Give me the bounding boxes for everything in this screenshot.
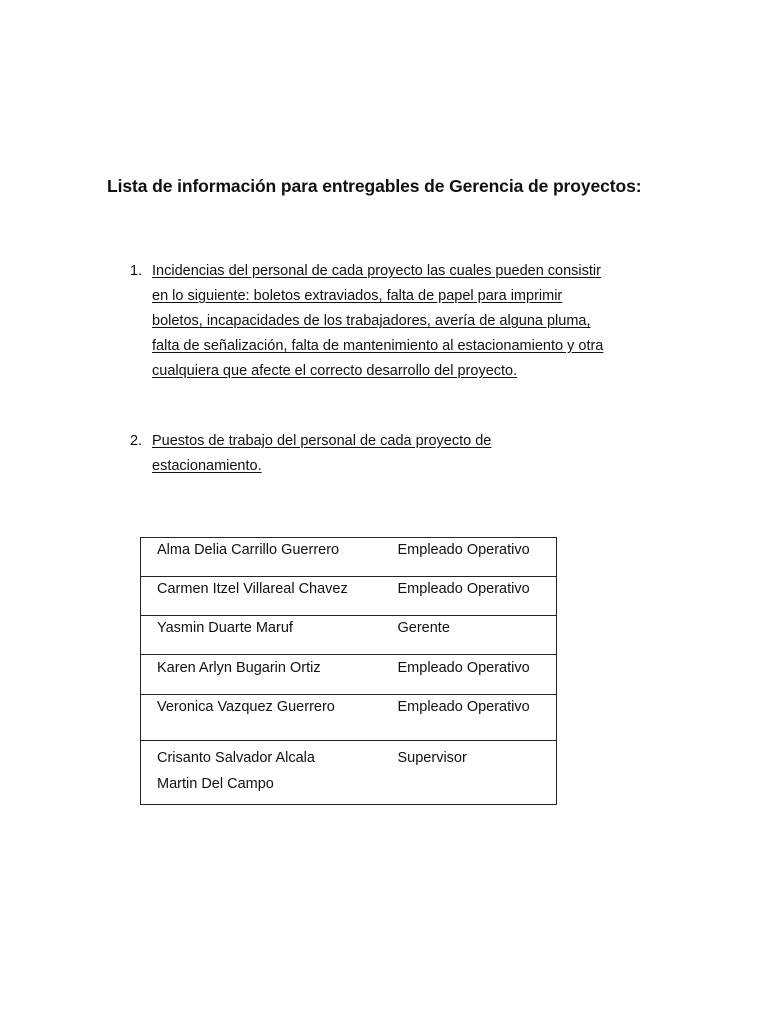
staff-name-cell [141,616,365,655]
staff-name-cell [141,695,365,741]
list-item-number: 2. [130,433,143,449]
staff-name-cell [141,538,365,577]
staff-table [140,537,557,805]
table-row [141,538,557,577]
staff-role: Empleado Operativo [397,542,530,558]
list-item-line: falta de señalización, falta de mantenimiento al estacionamiento y otra [152,338,604,354]
list-item-number: 1. [130,263,143,279]
table-row [141,695,557,741]
list-item-text [152,429,670,479]
list-item-line: Puestos de trabajo del personal de cada proyecto de [152,433,492,449]
staff-role: Empleado Operativo [397,581,530,597]
list-item-line: cualquiera que afecte el correcto desarrollo del proyecto. [152,363,518,379]
table-row [141,577,557,616]
staff-role: Supervisor [397,750,467,766]
staff-role: Empleado Operativo [397,660,530,676]
staff-role-cell [365,695,557,741]
staff-role-cell [365,577,557,616]
staff-name: Karen Arlyn Bugarin Ortiz [157,660,321,676]
staff-name-continued: Martin Del Campo [157,776,274,792]
staff-role-cell [365,741,557,805]
document-title: Lista de información para entregables de Gerencia de proyectos: [107,176,642,196]
table-row [141,741,557,805]
list-item-line: Incidencias del personal de cada proyecto las cuales pueden consistir [152,263,601,279]
staff-role-cell [365,616,557,655]
staff-name: Alma Delia Carrillo Guerrero [157,542,340,558]
staff-role-cell [365,655,557,695]
staff-name: Veronica Vazquez Guerrero [157,699,335,715]
list-item-text [152,259,670,384]
staff-role-cell [365,538,557,577]
staff-name-cell [141,577,365,616]
staff-role: Empleado Operativo [397,699,530,715]
staff-name-cell [141,655,365,695]
list-item-line: estacionamiento. [152,458,262,474]
table-row [141,616,557,655]
table-row [141,655,557,695]
staff-name: Crisanto Salvador Alcala [157,750,315,766]
list-item-incidencias [130,259,670,384]
staff-name: Yasmin Duarte Maruf [157,620,293,636]
staff-role: Gerente [397,620,450,636]
staff-name-cell [141,741,365,805]
list-item-line: boletos, incapacidades de los trabajadores, avería de alguna pluma, [152,313,591,329]
list-item-line: en lo siguiente: boletos extraviados, falta de papel para imprimir [152,288,563,304]
list-item-puestos [130,429,670,479]
staff-name: Carmen Itzel Villareal Chavez [157,581,348,597]
